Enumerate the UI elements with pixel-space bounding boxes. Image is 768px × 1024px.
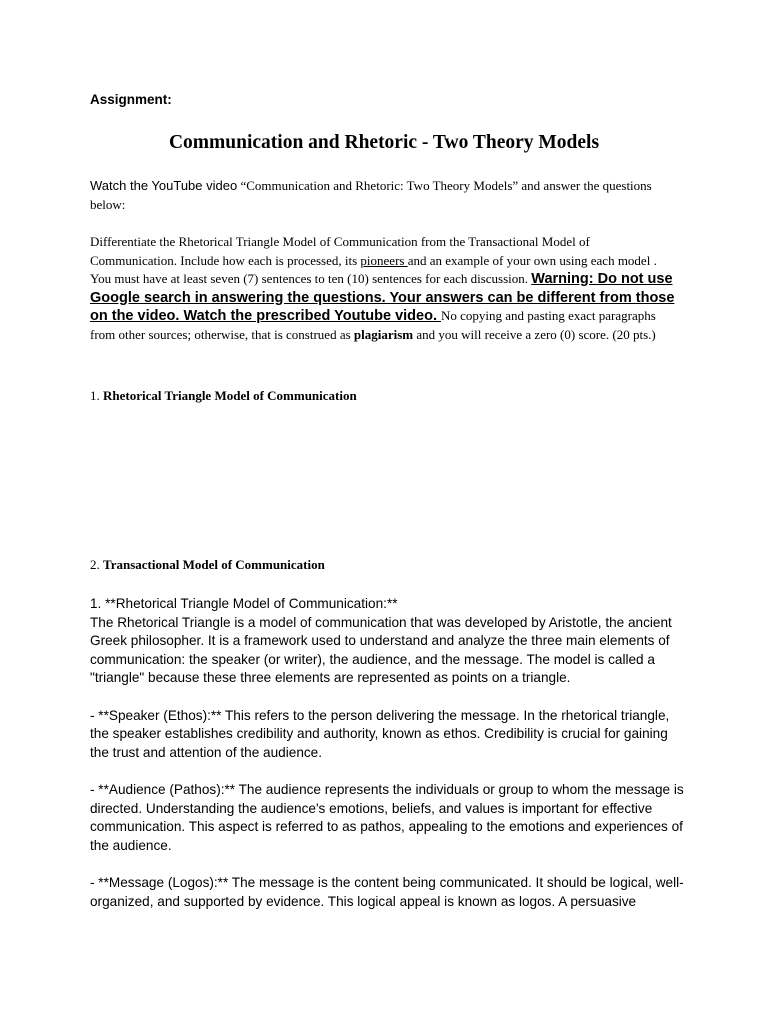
answer-message: - **Message (Logos):** The message is the content being communicated. It should be logical, well-organized, and supported by evidence. This logical appeal is known as logos. A persuasive: [90, 874, 684, 909]
question-1-text: Rhetorical Triangle Model of Communication: [103, 388, 357, 403]
question-2: [90, 557, 680, 573]
instructions-part1: Differentiate the Rhetorical Triangle Model of Communication from the Transactional Model of Communication. Include how each is processed, its: [90, 234, 590, 268]
question-1: [90, 388, 680, 404]
watch-instruction: [90, 176, 680, 214]
instructions-part4: and you will receive a zero (0) score. (20 pts.): [413, 326, 656, 342]
instructions-part2: and an example of your own using each model . You must have at least seven (7) sentences to ten (10) sentences for each discussion.: [90, 252, 657, 286]
answer-heading: 1. **Rhetorical Triangle Model of Communication:**: [90, 596, 398, 611]
question-1-number: 1.: [90, 388, 100, 403]
watch-prefix: Watch the YouTube video: [90, 178, 238, 193]
answer-speaker: - **Speaker (Ethos):** This refers to the person delivering the message. In the rhetorical triangle, the speaker establishes credibility and authority, known as ethos. Credibility is crucial for gaining the trust and attention of the audience.: [90, 707, 670, 760]
instructions-part3: No copying and pasting exact paragraphs from other sources; otherwise, that is construed as: [90, 308, 656, 342]
question-2-text: Transactional Model of Communication: [103, 557, 325, 572]
answer-section: [90, 595, 684, 930]
warning-text: Warning: Do not use Google search in answering the questions. Your answers can be different from those on the video. Watch the prescribed Youtube video.: [90, 271, 675, 324]
plagiarism-bold: plagiarism: [353, 326, 414, 342]
assignment-label: Assignment:: [90, 92, 172, 107]
instructions-paragraph: [90, 233, 680, 344]
watch-quoted: “Communication and Rhetoric: Two Theory Models” and answer the questions below:: [90, 178, 652, 212]
answer-audience: - **Audience (Pathos):** The audience represents the individuals or group to whom the message is directed. Understanding the audience's emotions, beliefs, and values is important for effective communication. This aspect is referred to as pathos, appealing to the emotions and experiences of the audience.: [90, 781, 684, 853]
page-title: Communication and Rhetoric - Two Theory Models: [168, 132, 600, 153]
answer-heading-and-intro: [90, 595, 684, 688]
question-2-number: 2.: [90, 557, 100, 572]
answer-intro: The Rhetorical Triangle is a model of communication that was developed by Aristotle, the ancient Greek philosopher. It is a framework used to understand and analyze the three main elements of communication: the speaker (or writer), the audience, and the message. The model is called a "triangle" because these three elements are represented as points on a triangle.: [90, 614, 672, 686]
pioneers-underlined: pioneers: [360, 252, 408, 268]
